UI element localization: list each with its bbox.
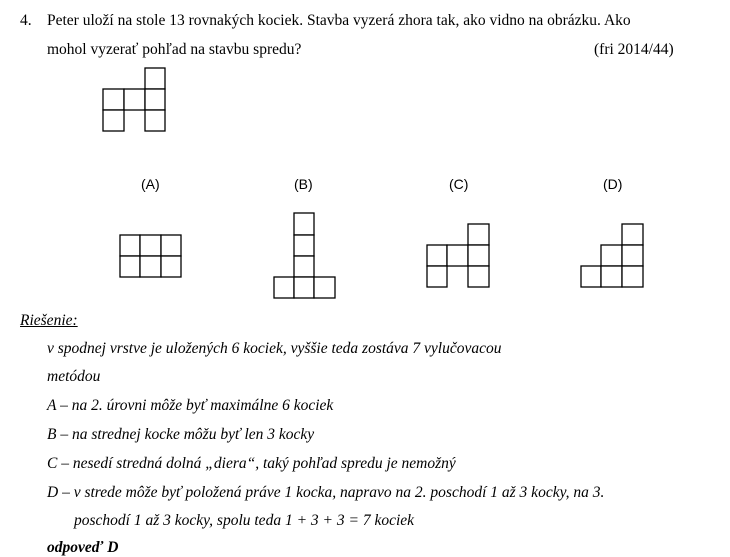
- option-b-figure: [273, 212, 337, 300]
- option-a-label: (A): [141, 176, 160, 192]
- solution-line-2: metódou: [47, 368, 101, 385]
- top-view-figure: [102, 67, 166, 133]
- solution-heading: Riešenie:: [20, 312, 78, 329]
- option-b-label: (B): [294, 176, 313, 192]
- option-a-figure: [119, 234, 183, 278]
- option-c-figure: [426, 223, 490, 289]
- problem-text-line-2: mohol vyzerať pohľad na stavbu spredu?: [47, 41, 302, 58]
- solution-line-3: A – na 2. úrovni môže byť maximálne 6 kociek: [47, 397, 334, 414]
- solution-line-1: v spodnej vrstve je uložených 6 kociek, vyššie teda zostáva 7 vylučovacou: [47, 340, 502, 357]
- solution-answer: odpoveď D: [47, 539, 119, 556]
- solution-line-4: B – na strednej kocke môžu byť len 3 kocky: [47, 426, 315, 443]
- problem-text-line-1: Peter uloží na stole 13 rovnakých kociek. Stavba vyzerá zhora tak, ako vidno na obrázku. Ako: [47, 12, 631, 29]
- problem-number: 4.: [20, 12, 32, 29]
- solution-line-7: poschodí 1 až 3 kocky, spolu teda 1 + 3 + 3 = 7 kociek: [74, 512, 415, 529]
- option-d-label: (D): [603, 176, 623, 192]
- option-c-label: (C): [449, 176, 469, 192]
- solution-line-5: C – nesedí stredná dolná „diera“, taký pohľad spredu je nemožný: [47, 455, 456, 472]
- option-d-figure: [580, 223, 644, 289]
- problem-source: (fri 2014/44): [594, 41, 674, 58]
- solution-line-6: D – v strede môže byť položená práve 1 kocka, napravo na 2. poschodí 1 až 3 kocky, na 3.: [47, 484, 605, 501]
